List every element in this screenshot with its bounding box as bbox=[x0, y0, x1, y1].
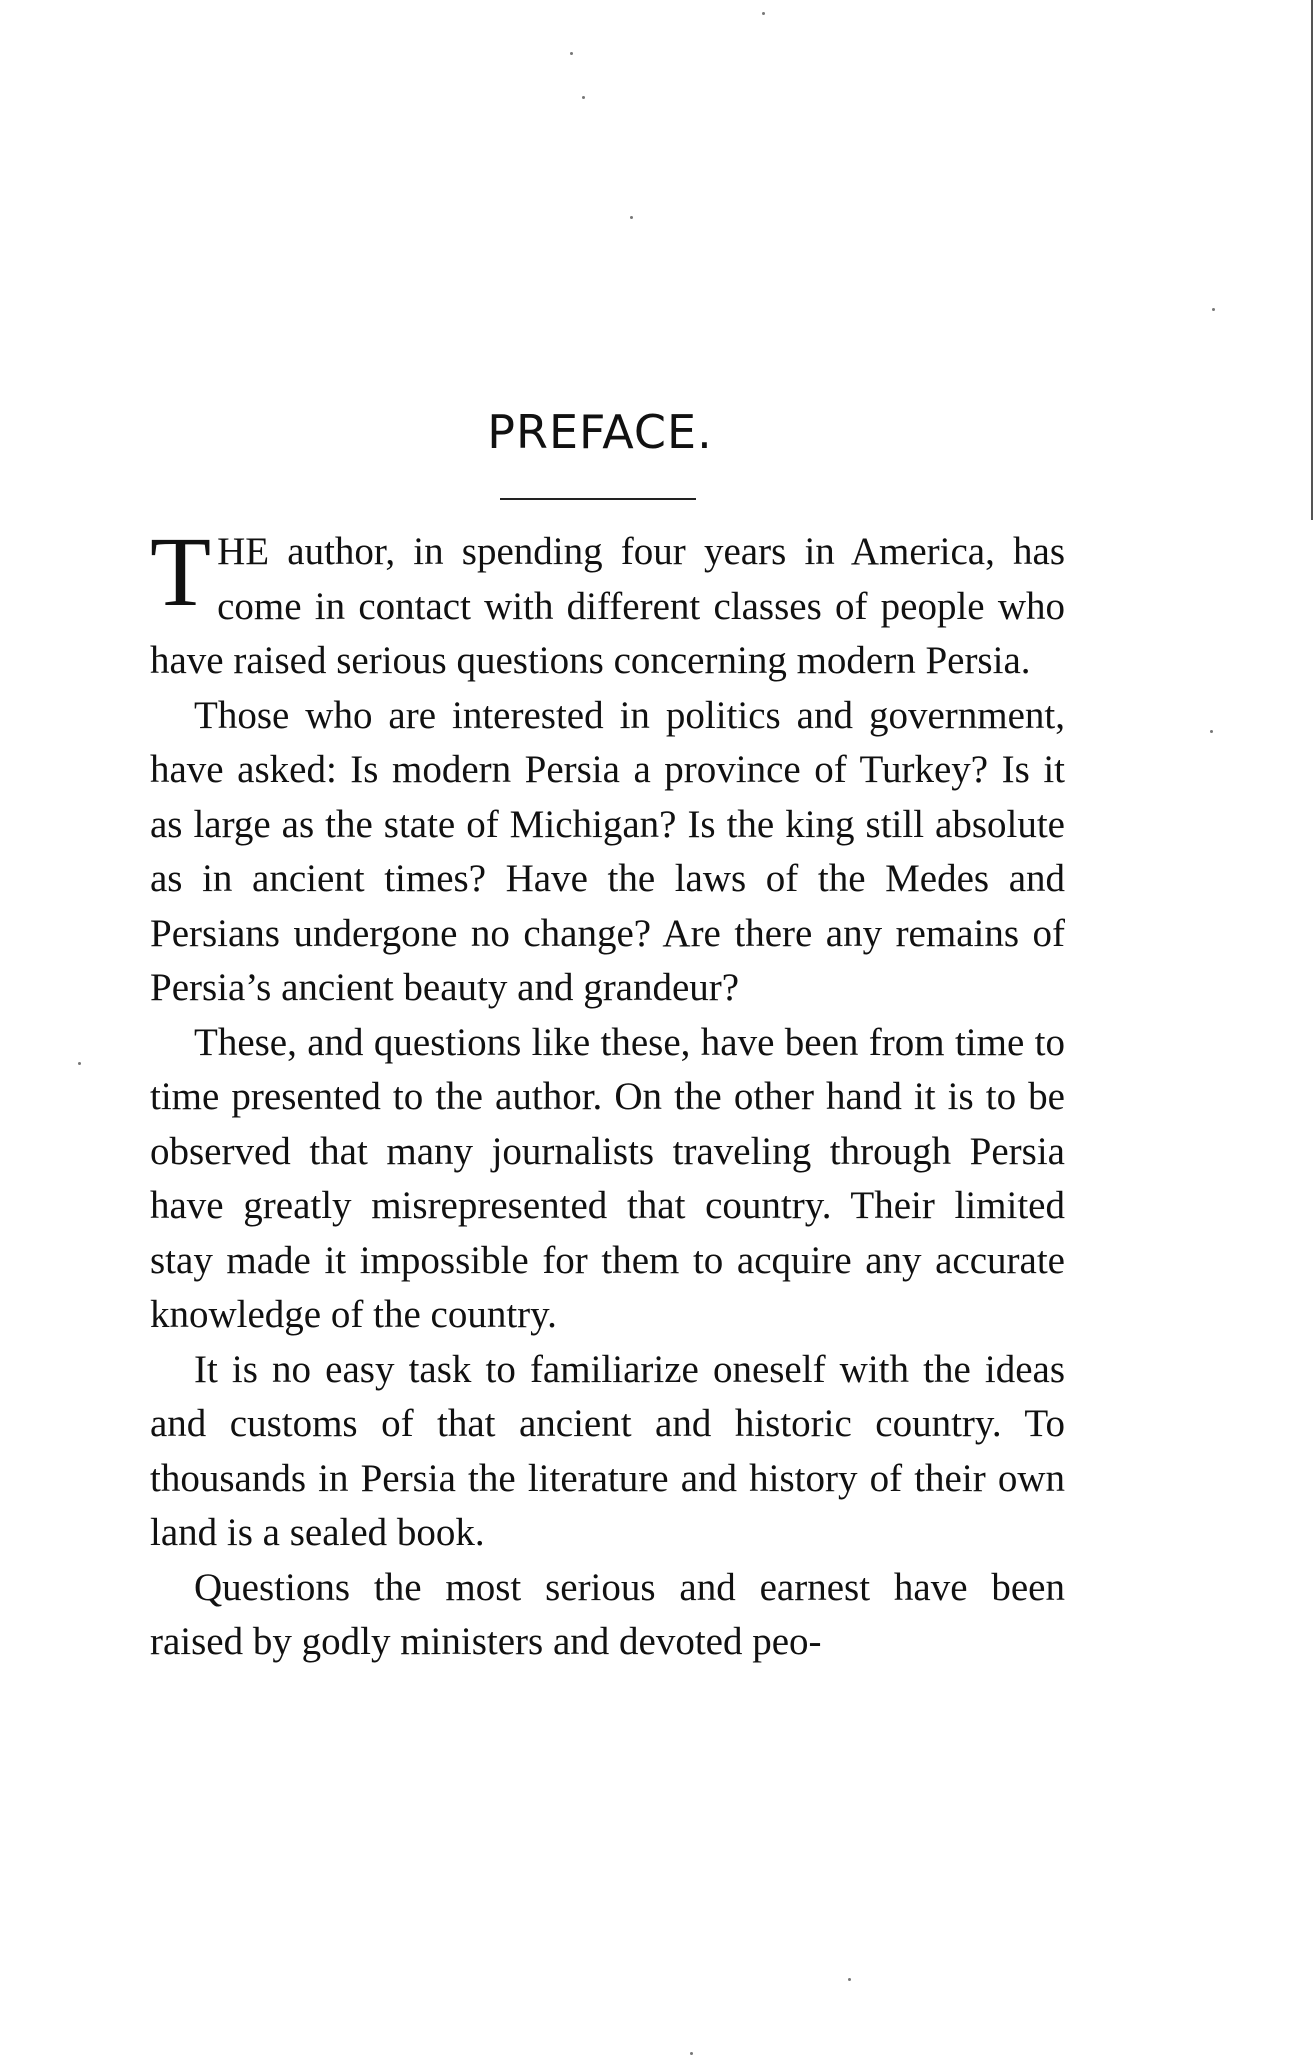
paragraph-1-text: HE author, in spending four years in America, has come in contact with different classes of people who have raised serious questions concerning modern Persia. bbox=[150, 530, 1065, 682]
paper-speck bbox=[630, 216, 633, 219]
paragraph-2: Those who are interested in politics and government, have asked: Is modern Persia a province of Turkey? Is it as large as the state of Michigan? Is the king still absolute as in ancient times? Have the laws of the Medes and Persians undergone no change? Are there any remains of Persia’s ancient beauty and grandeur? bbox=[150, 693, 1065, 1009]
page-edge-line bbox=[1311, 0, 1313, 520]
paragraph-3: These, and questions like these, have been from time to time presented to the author. On the other hand it is to be observed that many journalists traveling through Persia have greatly misrepresented that country. Their limited stay made it impossible for them to acquire any accurate knowledge of the country. bbox=[150, 1020, 1065, 1336]
paper-speck bbox=[848, 1978, 851, 1981]
paragraph-1 bbox=[150, 516, 1065, 689]
page-title: PREFACE. bbox=[487, 405, 713, 459]
paper-speck bbox=[78, 1062, 81, 1065]
paragraph-4: It is no easy task to familiarize oneself with the ideas and customs of that ancient and historic country. To thousands in Persia the literature and history of their own land is a sealed book. bbox=[150, 1347, 1065, 1554]
drop-cap: T bbox=[150, 516, 212, 627]
paper-speck bbox=[762, 12, 765, 15]
paper-speck bbox=[582, 96, 585, 99]
paper-speck bbox=[690, 2052, 693, 2055]
paper-speck bbox=[1210, 730, 1213, 733]
paper-speck bbox=[570, 52, 573, 55]
paragraph-5: Questions the most serious and earnest have been raised by godly ministers and devoted peo- bbox=[150, 1565, 1065, 1663]
preface-body bbox=[150, 516, 1065, 1670]
paper-speck bbox=[1212, 308, 1215, 311]
title-rule bbox=[500, 498, 696, 500]
